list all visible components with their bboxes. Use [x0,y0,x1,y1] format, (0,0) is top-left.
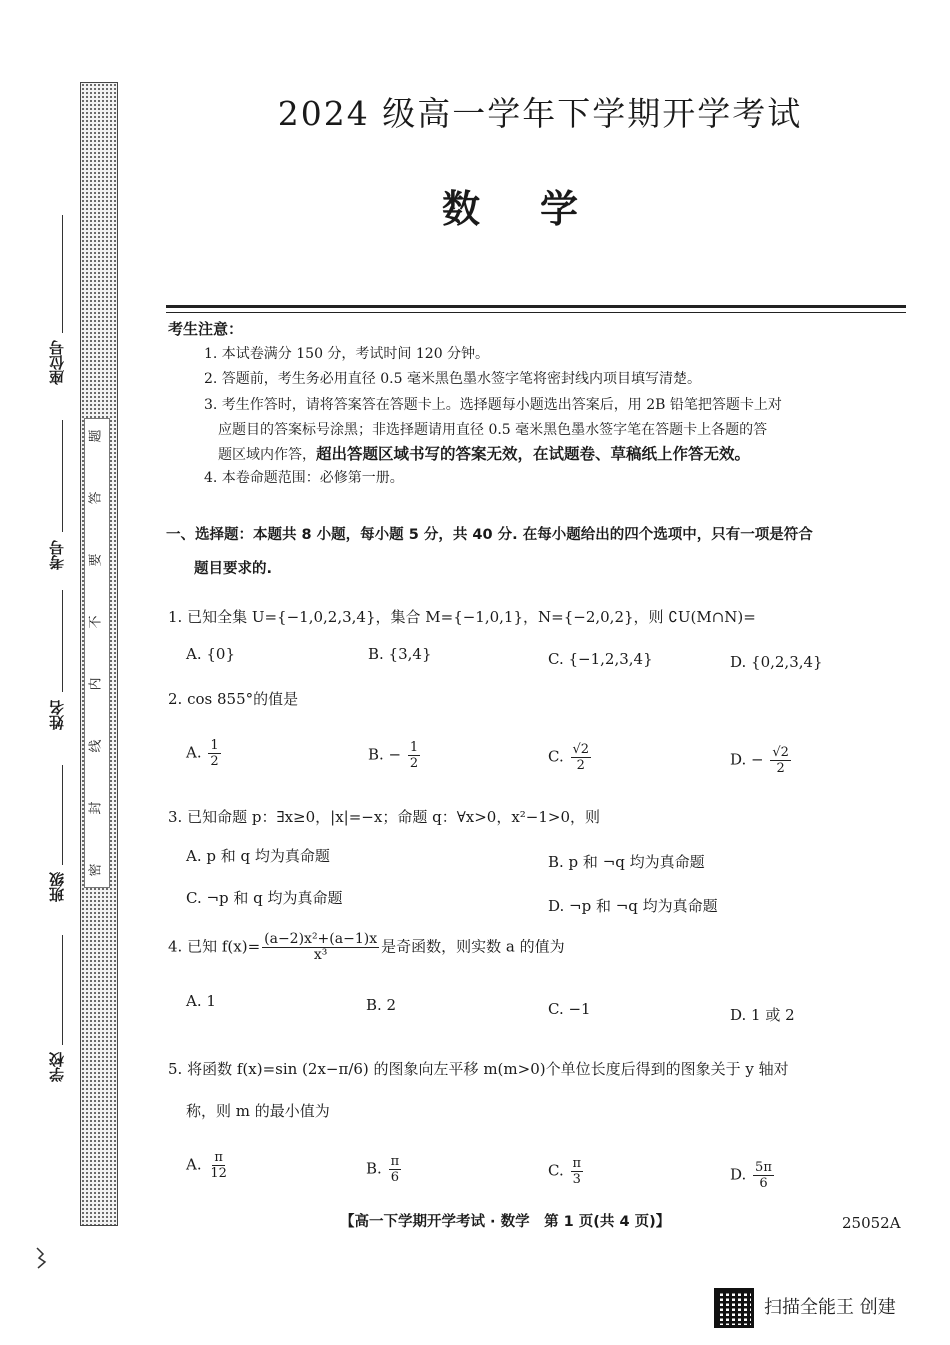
question-2-option-b-fraction [408,740,420,771]
notice-item-1: 1. 本试卷满分 150 分，考试时间 120 分钟。 [204,346,490,362]
question-5-option-c-fraction [571,1156,584,1187]
subject-title: 数学 [441,187,638,231]
question-2-option-c-fraction [571,742,592,773]
question-1-stem: 1. 已知全集 U={−1,0,2,3,4}，集合 M={−1,0,1}，N={−2,0,2}，则 ∁U(M∩N)= [168,608,756,626]
question-2-option-a-fraction [208,738,220,769]
question-5-option-a [186,1150,231,1181]
exam-title: 2024 级高一学年下学期开学考试 [277,94,803,133]
question-5-option-d-label: D. [730,1165,747,1184]
question-2-option-a [186,738,223,769]
notice-item-3-text: 题区域内作答， [218,447,316,463]
question-4-stem [168,932,910,963]
fraction-numerator: (a−2)x²+(a−1)x [264,931,378,947]
question-4-option-a: A. 1 [186,992,216,1010]
field-label-exam-number: 考号 [48,540,66,570]
question-4-option-d: D. 1 或 2 [730,1006,795,1024]
notice-item-3-line-1: 3. 考生作答时，请将答案答在答题卡上。选择题每小题选出答案后，用 2B 铅笔把答题卡上对 [204,397,782,413]
question-1-option-c: C. {−1,2,3,4} [548,650,653,668]
question-1-option-a: A. {0} [186,645,235,663]
notice-item-3-emphasis: 超出答题区域书写的答案无效，在试题卷、草稿纸上作答无效。 [316,445,751,463]
paper-code: 25052A [842,1214,901,1232]
seal-char: 内 [88,677,104,691]
question-5-option-a-label: A. [186,1155,202,1174]
fraction-numerator: π [390,1154,400,1169]
notice-item-2: 2. 答题前，考生务必用直径 0.5 毫米黑色墨水签字笔将密封线内项目填写清楚。 [204,371,701,387]
field-label-seat: 座位号 [48,340,66,385]
question-4-option-c: C. −1 [548,1000,591,1018]
question-2-option-a-label: A. [186,743,202,762]
section-1-instructions: 一、选择题：本题共 8 小题，每小题 5 分，共 40 分. 在每小题给出的四个选项中，只有一项是符合 [166,527,813,543]
question-5-option-c-label: C. [548,1161,564,1180]
question-5-stem-line-2: 称，则 m 的最小值为 [186,1102,330,1120]
question-3-option-d: D. ¬p 和 ¬q 均为真命题 [548,897,718,915]
seal-line-notice [84,418,110,888]
question-4-stem-suffix: 是奇函数，则实数 a 的值为 [381,937,565,956]
seal-char: 不 [88,615,104,629]
question-2-option-b [368,740,422,771]
fraction-numerator: √2 [772,745,789,760]
fraction-numerator: 5π [755,1160,772,1175]
seal-char: 要 [88,553,104,567]
question-5-option-a-fraction [208,1150,229,1181]
question-4-fraction [262,932,379,963]
section-1-instructions-cont: 题目要求的. [194,561,273,577]
question-5-option-c [548,1156,585,1187]
question-3-option-b: B. p 和 ¬q 均为真命题 [548,853,705,871]
question-5-option-d [730,1160,776,1191]
fraction-numerator: π [572,1156,582,1171]
notice-heading: 考生注意： [168,320,244,338]
question-2-option-c-label: C. [548,747,564,766]
seal-char: 题 [88,429,104,443]
field-line-school[interactable] [62,935,63,1045]
seal-char: 封 [88,801,104,815]
question-4-option-b: B. 2 [366,996,397,1014]
notice-item-4: 4. 本卷命题范围：必修第一册。 [204,470,404,486]
field-line-exam-number[interactable] [62,420,63,532]
seal-char: 密 [88,863,104,877]
fraction-numerator: 1 [409,740,419,755]
fraction-denominator: 2 [576,758,585,773]
notice-item-3-line-2: 应题目的答案标号涂黑；非选择题请用直径 0.5 毫米黑色墨水签字笔在答题卡上各题的答 [218,422,768,438]
scan-smudge [34,1246,48,1270]
seal-char: 答 [88,491,104,505]
header-rule-thin [166,312,906,313]
field-line-name[interactable] [62,590,63,692]
fraction-denominator: 2 [776,761,785,776]
question-2-option-b-label: B. − [368,745,402,764]
question-2-option-d [730,745,793,776]
question-5-stem-line-1: 5. 将函数 f(x)=sin (2x−π/6) 的图象向左平移 m(m>0)个单位长度后得到的图象关于 y 轴对 [168,1060,789,1078]
question-1-option-b: B. {3,4} [368,645,432,663]
field-line-class[interactable] [62,765,63,865]
seal-char: 线 [88,739,104,753]
notice-item-3-line-3 [218,443,910,466]
fraction-numerator: π [214,1150,223,1165]
question-2-option-d-label: D. − [730,750,764,769]
question-5-option-b [366,1154,403,1185]
field-label-school: 学校 [48,1052,66,1082]
fraction-numerator: 1 [210,738,219,753]
question-3-option-a: A. p 和 q 均为真命题 [186,847,330,865]
fraction-denominator: 3 [572,1172,581,1187]
field-label-name: 姓名 [48,700,66,730]
question-4-stem-prefix: 4. 已知 f(x)= [168,937,261,956]
question-2-stem: 2. cos 855°的值是 [168,690,299,708]
fraction-numerator: √2 [572,742,590,757]
fraction-denominator: 2 [409,756,419,771]
question-1-option-d: D. {0,2,3,4} [730,653,823,671]
fraction-denominator: 6 [390,1170,399,1185]
field-label-class: 班级 [48,872,66,902]
fraction-denominator: x³ [313,947,328,963]
qr-code-icon [714,1288,754,1328]
header-rule-thick [166,305,906,308]
question-3-stem: 3. 已知命题 p：∃x≥0，|x|=−x；命题 q：∀x>0，x²−1>0，则 [168,808,601,826]
fraction-denominator: 2 [210,754,219,769]
fraction-denominator: 6 [759,1176,768,1191]
question-5-option-b-fraction [389,1154,402,1185]
fraction-denominator: 12 [210,1166,227,1181]
question-2-option-c [548,742,593,773]
scanner-watermark: 扫描全能王 创建 [764,1297,896,1318]
question-5-option-b-label: B. [366,1159,382,1178]
field-line-seat[interactable] [62,215,63,333]
question-5-option-d-fraction [753,1160,774,1191]
question-2-option-d-fraction [770,745,791,776]
page-footer: 【高一下学期开学考试 · 数学 第 1 页(共 4 页)】 [340,1214,671,1230]
question-3-option-c: C. ¬p 和 q 均为真命题 [186,889,343,907]
